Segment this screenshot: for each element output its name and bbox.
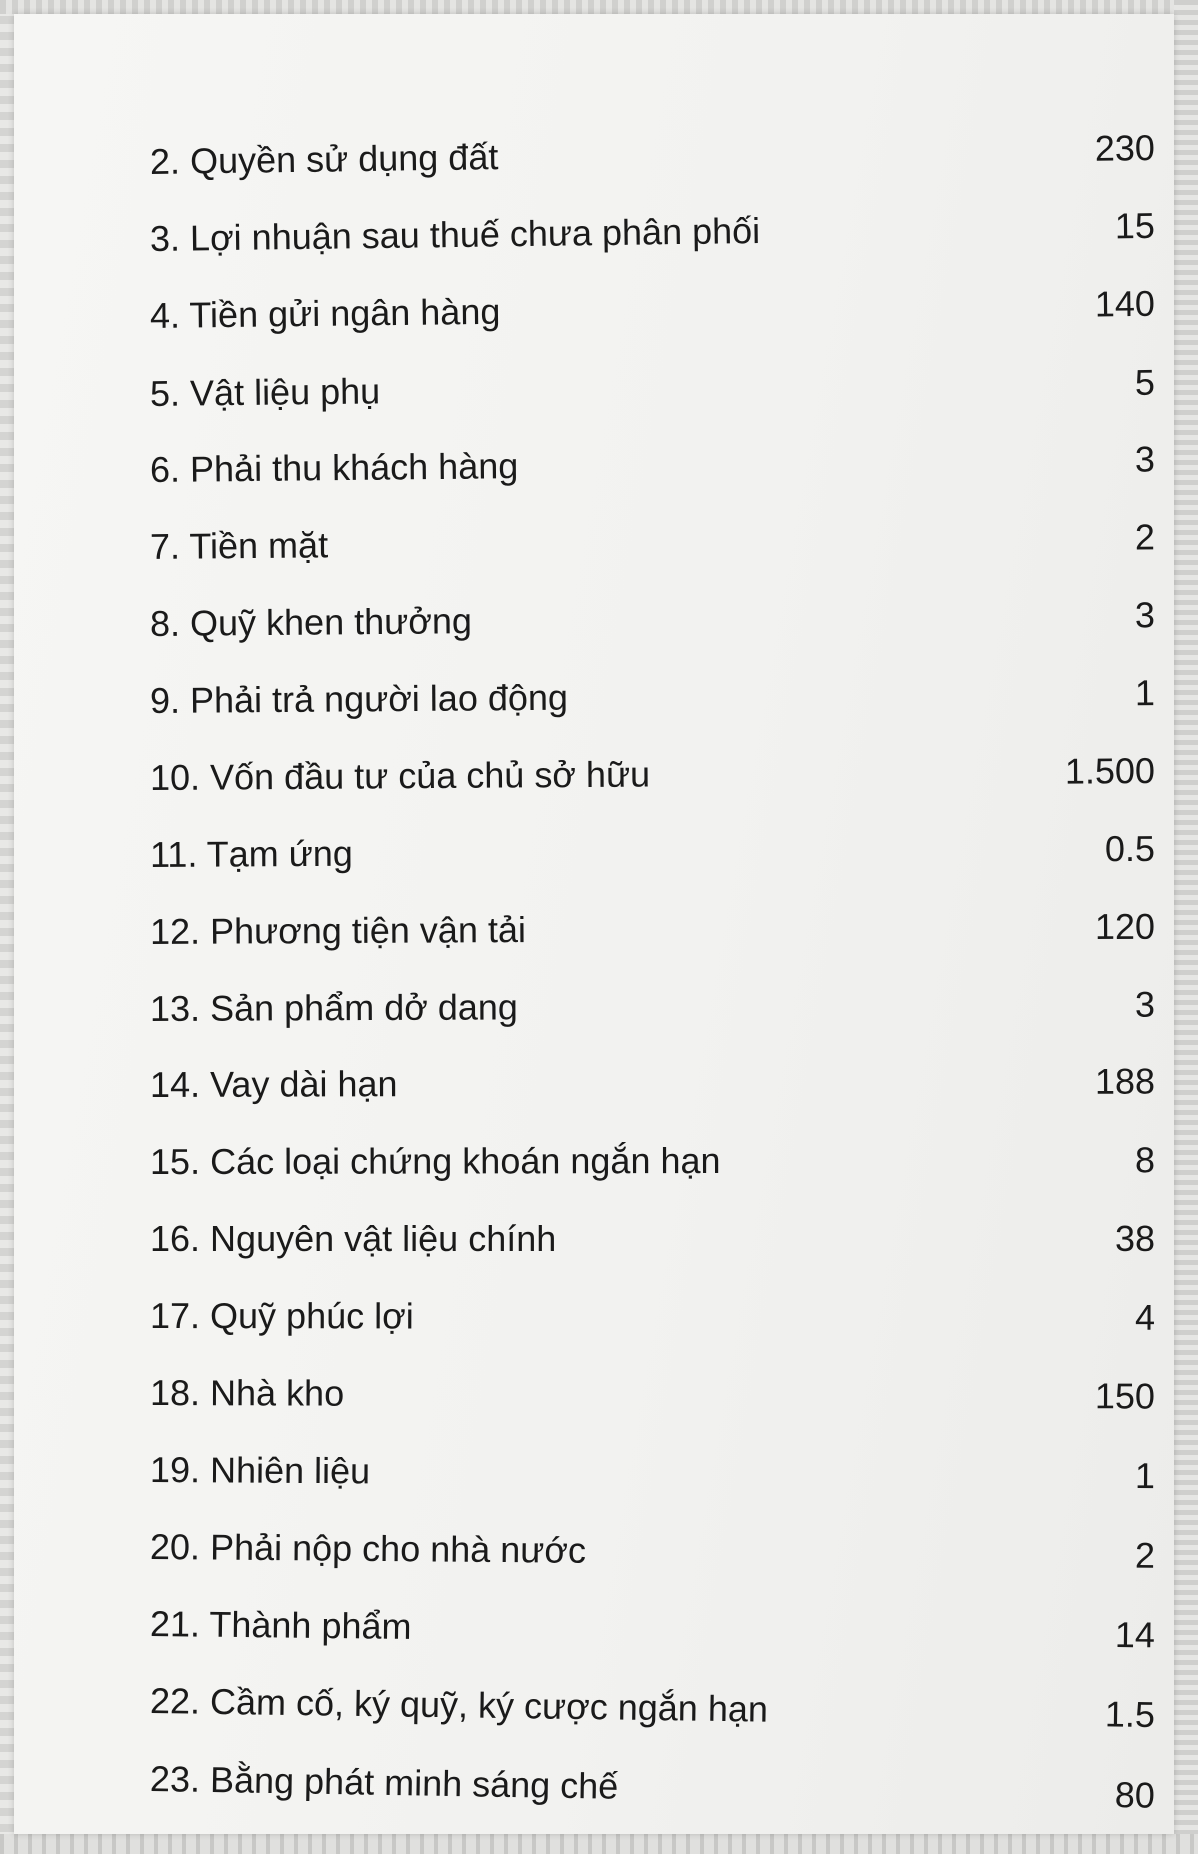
- item-label: 16. Nguyên vật liệu chính: [150, 1218, 557, 1259]
- item-label: 20. Phải nộp cho nhà nước: [149, 1526, 587, 1571]
- item-value: 15: [1114, 204, 1156, 247]
- list-item: [150, 119, 1156, 191]
- item-label: 15. Các loại chứng khoán ngắn hạn: [149, 1140, 721, 1182]
- list-item: [150, 1131, 1155, 1191]
- item-value: 150: [1094, 1375, 1156, 1417]
- item-label: 23. Bằng phát minh sáng chế: [149, 1758, 619, 1807]
- list-item: [150, 1441, 1155, 1505]
- item-value: 3: [1134, 438, 1156, 480]
- list-item: [150, 354, 1156, 423]
- item-value: 3: [1134, 983, 1156, 1025]
- list-item: [150, 1287, 1155, 1347]
- item-label: 17. Quỹ phúc lợi: [149, 1295, 414, 1337]
- item-value: 14: [1114, 1613, 1156, 1656]
- item-value: 1.5: [1104, 1693, 1156, 1736]
- item-label: 12. Phương tiện vận tải: [149, 909, 527, 952]
- item-value: 120: [1094, 905, 1156, 948]
- item-label: 22. Cầm cố, ký quỹ, ký cược ngắn hạn: [149, 1680, 769, 1730]
- item-label: 14. Vay dài hạn: [149, 1063, 398, 1105]
- item-label: 2. Quyền sử dụng đất: [149, 136, 499, 182]
- item-value: 2: [1134, 1534, 1156, 1576]
- item-label: 18. Nhà kho: [149, 1372, 345, 1414]
- list-item: [150, 1672, 1156, 1744]
- item-value: 5: [1134, 361, 1156, 403]
- list-item: [150, 1210, 1155, 1268]
- item-label: 11. Tạm ứng: [149, 832, 353, 875]
- list-item: [150, 275, 1156, 345]
- list-item: [150, 898, 1155, 961]
- item-value: 2: [1134, 516, 1156, 558]
- item-value: 8: [1134, 1139, 1156, 1181]
- item-value: 1: [1134, 672, 1156, 714]
- list-item: [150, 1595, 1156, 1664]
- item-value: 0.5: [1104, 827, 1156, 870]
- list-item: [150, 1750, 1156, 1825]
- item-value: 140: [1094, 282, 1156, 325]
- list-item: [150, 197, 1156, 268]
- item-label: 21. Thành phẩm: [149, 1603, 412, 1647]
- item-label: 6. Phải thu khách hàng: [149, 445, 519, 490]
- list-item: [150, 820, 1155, 884]
- item-label: 10. Vốn đầu tư của chủ sở hữu: [149, 753, 651, 798]
- item-value: 1.500: [1064, 749, 1156, 792]
- item-value: 188: [1094, 1060, 1156, 1102]
- list-item: [150, 430, 1156, 499]
- item-value: 38: [1114, 1218, 1155, 1259]
- list-item: [150, 586, 1155, 653]
- item-label: 5. Vật liệu phụ: [149, 370, 381, 414]
- item-label: 13. Sản phẩm dở dang: [149, 986, 518, 1029]
- item-label: 9. Phải trả người lao động: [149, 676, 569, 721]
- item-value: 1: [1134, 1455, 1156, 1497]
- item-label: 19. Nhiên liệu: [149, 1449, 371, 1492]
- list-item: [150, 508, 1156, 576]
- item-label: 8. Quỹ khen thưởng: [149, 600, 473, 644]
- list-item: [150, 1052, 1155, 1114]
- list-item: [150, 664, 1155, 730]
- list-item: [150, 1518, 1155, 1585]
- item-value: 80: [1114, 1774, 1156, 1816]
- item-value: 3: [1134, 594, 1156, 636]
- list-item: [150, 976, 1155, 1038]
- item-label: 3. Lợi nhuận sau thuế chưa phân phối: [149, 210, 761, 259]
- item-value: 4: [1134, 1296, 1156, 1338]
- list-item: [150, 742, 1155, 807]
- list-item: [150, 1364, 1155, 1426]
- item-label: 4. Tiền gửi ngân hàng: [149, 290, 501, 336]
- item-label: 7. Tiền mặt: [149, 524, 329, 567]
- item-value: 230: [1094, 126, 1156, 169]
